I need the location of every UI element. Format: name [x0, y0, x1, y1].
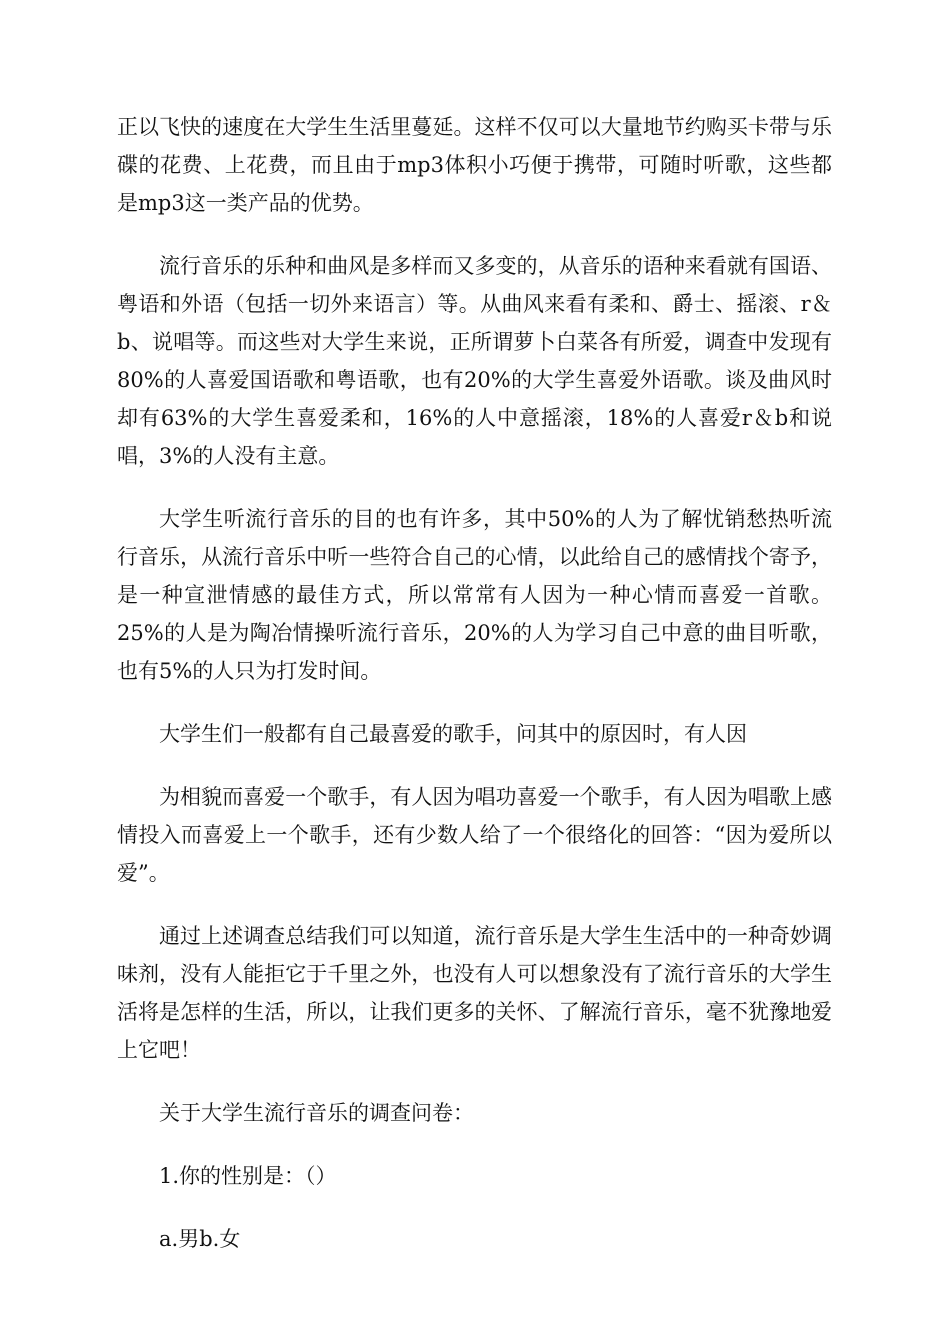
paragraph-conclusion: 通过上述调查总结我们可以知道，流行音乐是大学生生活中的一种奇妙调味剂，没有人能拒它于千里之外，也没有人可以想象没有了流行音乐的大学生活将是怎样的生活，所以，让我们更多的关怀、了解流行音乐，毫不犹豫地爱上它吧！ [117, 924, 832, 1062]
document-body [117, 108, 832, 1283]
paragraph-mp3-trend: 正以飞快的速度在大学生生活里蔓延。这样不仅可以大量地节约购买卡带与乐碟的花费、上花费，而且由于mp3体积小巧便于携带，可随时听歌，这些都是mp3这一类产品的优势。 [117, 115, 832, 215]
paragraph-questionnaire-title: 关于大学生流行音乐的调查问卷： [159, 1101, 474, 1125]
paragraph-favorite-singer: 大学生们一般都有自己最喜爱的歌手，问其中的原因时，有人因 [159, 722, 747, 746]
question-1-gender: 1.你的性别是：（） [159, 1164, 337, 1188]
paragraph-listening-purpose: 大学生听流行音乐的目的也有许多，其中50%的人为了解忧销愁热听流行音乐，从流行音乐中听一些符合自己的心情，以此给自己的感情找个寄予，是一种宣泄情感的最佳方式，所以常常有人因为一种心情而喜爱一首歌。25%的人是为陶冶情操听流行音乐，20%的人为学习自己中意的曲目听歌，也有5%的人只为打发时间。 [117, 507, 832, 683]
paragraph-music-styles: 流行音乐的乐种和曲风是多样而又多变的，从音乐的语种来看就有国语、粤语和外语（包括一切外来语言）等。从曲风来看有柔和、爵士、摇滚、r＆b、说唱等。而这些对大学生来说，正所谓萝卜白菜各有所爱，调查中发现有80%的人喜爱国语歌和粤语歌，也有20%的大学生喜爱外语歌。谈及曲风时却有63%的大学生喜爱柔和，16%的人中意摇滚，18%的人喜爱r＆b和说唱，3%的人没有主意。 [117, 254, 832, 468]
question-1-options: a.男b.女 [159, 1227, 241, 1251]
paragraph-singer-reasons: 为相貌而喜爱一个歌手，有人因为唱功喜爱一个歌手，有人因为唱歌上感情投入而喜爱上一个歌手，还有少数人给了一个很络化的回答：“因为爱所以爱”。 [117, 785, 832, 885]
